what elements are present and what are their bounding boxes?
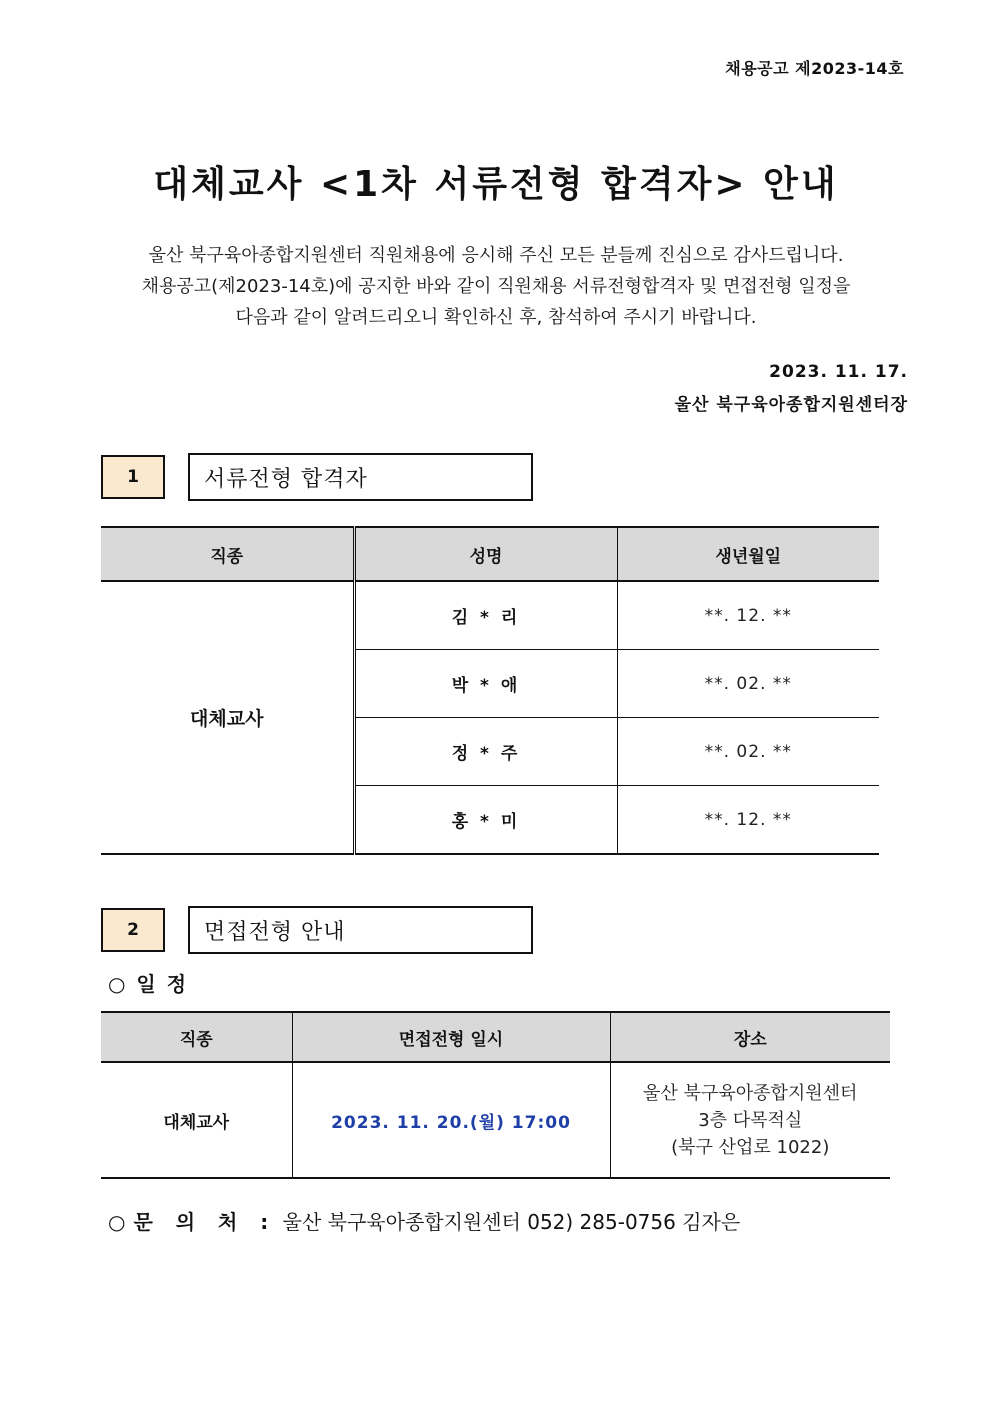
header-place: 장소: [610, 1012, 890, 1062]
document-pass-table: [101, 526, 879, 855]
interview-schedule-table: [101, 1011, 890, 1179]
bullet-circle: ○: [108, 1210, 126, 1234]
job-cell: 대체교사: [101, 581, 354, 854]
name-cell: 정 * 주: [354, 718, 617, 786]
place-line: 3층 다목적실: [698, 1109, 803, 1131]
section-number-2: 2: [101, 908, 165, 952]
birth-cell: **. 02. **: [617, 650, 879, 718]
name-cell: 김 * 리: [354, 581, 617, 650]
place-line: (북구 산업로 1022): [671, 1136, 830, 1158]
section-title-1: 서류전형 합격자: [188, 453, 533, 501]
intro-line: 울산 북구육아종합지원센터 직원채용에 응시해 주신 모든 분들께 진심으로 감사드립니다.: [148, 245, 844, 266]
issue-date: 2023. 11. 17.: [769, 362, 908, 382]
intro-paragraph: [60, 240, 932, 333]
interview-datetime: 2023. 11. 20.(월) 17:00: [292, 1062, 610, 1178]
birth-cell: **. 12. **: [617, 786, 879, 855]
table-row: [101, 1062, 890, 1178]
header-name: 성명: [354, 527, 617, 581]
birth-cell: **. 02. **: [617, 718, 879, 786]
name-cell: 박 * 애: [354, 650, 617, 718]
page-title: 대체교사 <1차 서류전형 합격자> 안내: [153, 164, 839, 205]
issuer-name: 울산 북구육아종합지원센터장: [674, 395, 908, 415]
table-header-row: [101, 1012, 890, 1062]
section-title-2: 면접전형 안내: [188, 906, 533, 954]
contact-label: 문 의 처 :: [133, 1210, 277, 1234]
name-cell: 홍 * 미: [354, 786, 617, 855]
notice-number: 채용공고 제2023-14호: [725, 59, 904, 78]
intro-line: 다음과 같이 알려드리오니 확인하신 후, 참석하여 주시기 바랍니다.: [235, 307, 757, 328]
intro-line: 채용공고(제2023-14호)에 공지한 바와 같이 직원채용 서류전형합격자 및 면접전형 일정을: [141, 276, 851, 297]
job-cell: 대체교사: [101, 1062, 292, 1178]
birth-cell: **. 12. **: [617, 581, 879, 650]
table-header-row: [101, 527, 879, 581]
header-birth: 생년월일: [617, 527, 879, 581]
place-cell: [610, 1062, 890, 1178]
schedule-label: ○ 일 정: [108, 972, 189, 996]
header-job: 직종: [101, 1012, 292, 1062]
contact-info: [108, 1206, 740, 1235]
contact-value: 울산 북구육아종합지원센터 052) 285-0756 김자은: [282, 1210, 741, 1234]
header-job: 직종: [101, 527, 354, 581]
place-line: 울산 북구육아종합지원센터: [643, 1082, 858, 1104]
header-datetime: 면접전형 일시: [292, 1012, 610, 1062]
table-row: [101, 581, 879, 650]
section-number-1: 1: [101, 455, 165, 499]
